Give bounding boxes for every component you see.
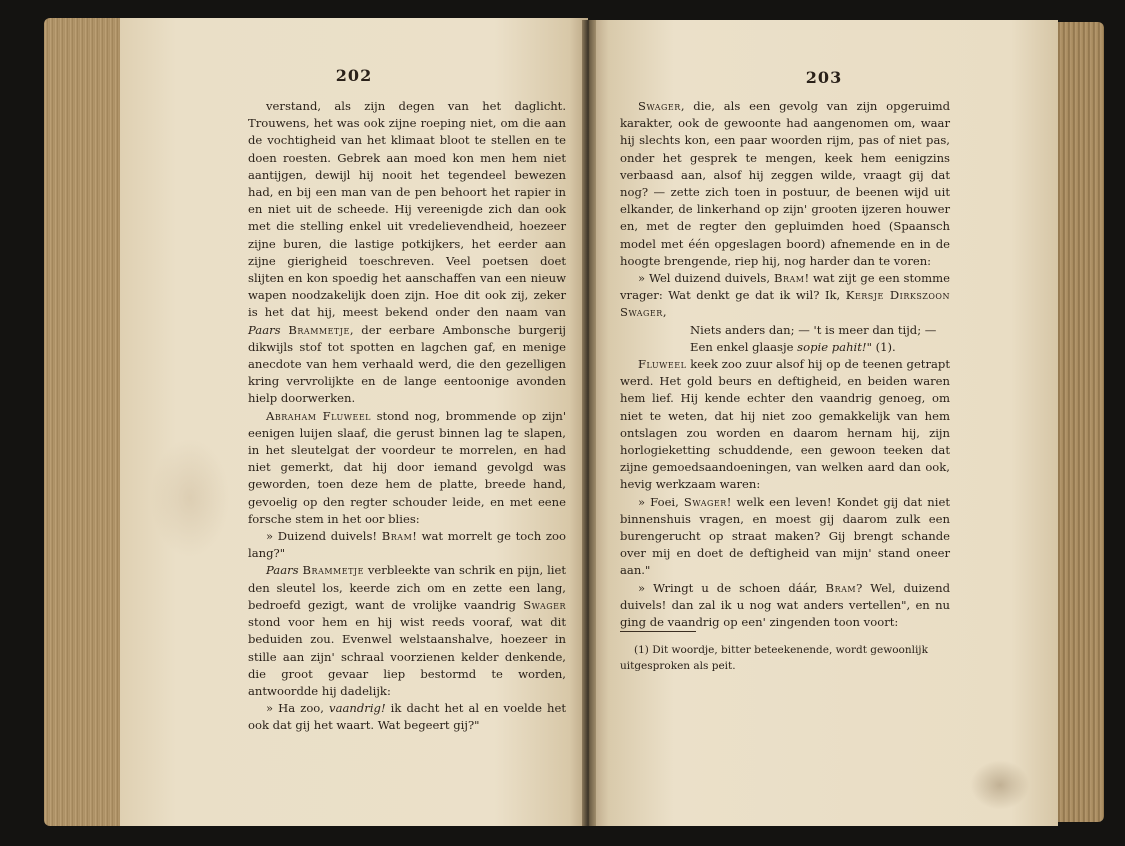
page-stain bbox=[970, 760, 1030, 810]
paragraph bbox=[620, 580, 950, 632]
left-page-edges bbox=[44, 18, 124, 826]
text-run: Paars bbox=[248, 322, 281, 337]
left-page-text bbox=[248, 98, 566, 735]
text-run: Swager bbox=[683, 494, 727, 509]
text-run: Swager bbox=[523, 597, 566, 612]
text-run: verstand, als zijn degen van het daglicht. Trouwens, het was ook zijne roeping niet, om die aan de vochtigheid van het klimaat bloot te stellen en te doen roesten. Gebrek aan moed kon men hem niet aantijgen, dewijl hij nooit het tegendeel bewezen had, en bij een man van de pen behoort het rapier in en niet uit de scheede. Hij vereenigde zich dan ook met die stelling enkel uit vredelievendheid, hoezeer zijne buren, die lastige potkijkers, het eerder aan zijne gierigheid toeschreven. Veel poetsen doet slijten en kon spoedig het aanschaffen van een nieuw wapen noodzakelijk doen zijn. Hoe dit ook zij, zeker is het dat hij, meest bekend onder den naam van bbox=[248, 99, 566, 320]
text-run: » Duizend duivels! bbox=[266, 529, 382, 544]
text-run: stond voor hem en hij wist reeds vooraf, wat dit beduiden zou. Evenwel welstaanshalve, hoezeer in stille aan zijn' schraal voorzienen kelder denkende, die groot gevaar liep bestormd te worden, antwoordde hij dadelijk: bbox=[248, 615, 566, 698]
verse-line bbox=[620, 339, 950, 356]
paragraph bbox=[248, 700, 566, 734]
paragraph bbox=[620, 494, 950, 580]
right-page bbox=[590, 20, 1058, 826]
text-run: Bram bbox=[381, 529, 413, 544]
verse-line bbox=[620, 322, 950, 339]
paragraph bbox=[620, 270, 950, 322]
text-run: vaandrig! bbox=[329, 701, 386, 716]
text-run: ? Wel, duizend duivels! dan zal ik u nog wat anders vertellen", en nu ging de vaandrig op een' zingenden toon voort: bbox=[620, 580, 950, 630]
paragraph bbox=[620, 356, 950, 494]
paragraph bbox=[248, 528, 566, 562]
text-run: Brammetje bbox=[288, 322, 350, 337]
text-run: keek zoo zuur alsof hij op de teenen getrapt werd. Het gold beurs en deftigheid, en beiden waren hem lief. Hij kende echter den vaandrig genoeg, om niet te weten, dat hij niet zoo gemakkelijk van hem ontslagen zou worden en daarom hernam hij, zijn horlogieketting schuddende, een gewoon teeken dat zijne gemoedsaandoeningen, van welken aard dan ook, hevig werkzaam waren: bbox=[620, 357, 950, 492]
text-run: ik dacht het al en voelde het ook dat gij het waart. Wat begeert gij?" bbox=[248, 701, 566, 733]
text-run: ! wat zijt ge een stomme vrager: Wat denkt ge dat ik wil? Ik, bbox=[620, 271, 950, 303]
text-run: sopie pahit! bbox=[797, 339, 867, 354]
paragraph bbox=[248, 408, 566, 528]
text-run: " (1). bbox=[866, 339, 896, 354]
text-run: , der eerbare Ambonsche burgerij dikwijls stof tot spotten en lagchen gaf, en menige anecdote van hem verhaald werd, die den gezelligen kring vervrolijkte en de lange eentoonige avonden hielp doorwerken. bbox=[248, 322, 566, 406]
text-run: ! welk een leven! Kondet gij dat niet binnenshuis vragen, en moest gij daarom zulk een burengerucht op straat maken? Gij brengt schande over mij en doet de deftigheid van mijn' stand oneer aan." bbox=[620, 494, 950, 578]
text-run: , die, als een gevolg van zijn opgeruimd karakter, ook de gewoonte had aangenomen om, waar hij slechts kon, een paar woorden rijm, pas of niet pas, onder het gesprek te mengen, keek hem eenigzins verbaasd aan, alsof hij zeggen wilde, vraagt gij dat nog? — zette zich toen in postuur, de beenen wijd uit elkander, de linkerhand op zijn' grooten ijzeren houwer en, met de regter den gepluimden hoed (Spaansch model met één opgeslagen boord) afnemende en in de hoogte brengende, riep hij, nog harder dan te voren: bbox=[620, 99, 950, 268]
text-run: » Ha zoo, bbox=[266, 701, 330, 716]
text-run: Swager bbox=[638, 99, 681, 113]
page-stain bbox=[150, 438, 230, 558]
right-page-edges bbox=[1052, 22, 1104, 822]
text-run: Niets anders dan; — 't is meer dan tijd; — bbox=[690, 322, 937, 337]
text-run: Fluweel bbox=[638, 357, 687, 372]
text-run: Paars bbox=[266, 563, 299, 578]
left-page-number: 202 bbox=[335, 66, 373, 85]
footnote-rule bbox=[620, 631, 696, 632]
text-run: verbleekte van schrik en pijn, liet den sleutel los, keerde zich om en zette een lang, bedroefd gezigt, want de vrolijke vaandrig bbox=[248, 563, 567, 612]
right-page-text bbox=[620, 98, 950, 631]
paragraph bbox=[248, 98, 566, 408]
left-page bbox=[120, 18, 588, 826]
text-run: ! wat morrelt ge toch zoo lang?" bbox=[248, 529, 566, 561]
text-run: Abraham Fluweel bbox=[266, 408, 371, 423]
text-run: » Wringt u de schoen dáár, bbox=[638, 580, 826, 595]
right-page-number: 203 bbox=[805, 68, 843, 87]
text-run: Bram bbox=[825, 580, 857, 595]
text-run: Kersje Dirkszoon Swager bbox=[620, 288, 950, 320]
paragraph bbox=[248, 562, 566, 700]
text-run: » Wel duizend duivels, bbox=[638, 271, 774, 286]
text-run: Bram bbox=[773, 271, 805, 286]
text-run: Een enkel glaasje bbox=[690, 339, 798, 354]
text-run: » Foei, bbox=[638, 494, 684, 509]
paragraph bbox=[620, 98, 950, 270]
text-run: , bbox=[662, 305, 667, 320]
text-run: stond nog, brommende op zijn' eenigen luijen slaaf, die gerust binnen lag te slapen, in het sleutelgat der voordeur te morrelen, en had niet gemerkt, dat hij door iemand gevolgd was geworden, toen deze hem de platte, breede hand, gevoelig op den regter schouder leide, en met eene forsche stem in het oor blies: bbox=[248, 408, 567, 526]
footnote: (1) Dit woordje, bitter beteekenende, wordt gewoonlijk uitgesproken als peit. bbox=[620, 644, 928, 672]
book-gutter bbox=[582, 20, 596, 826]
text-run: Brammetje bbox=[302, 563, 364, 578]
